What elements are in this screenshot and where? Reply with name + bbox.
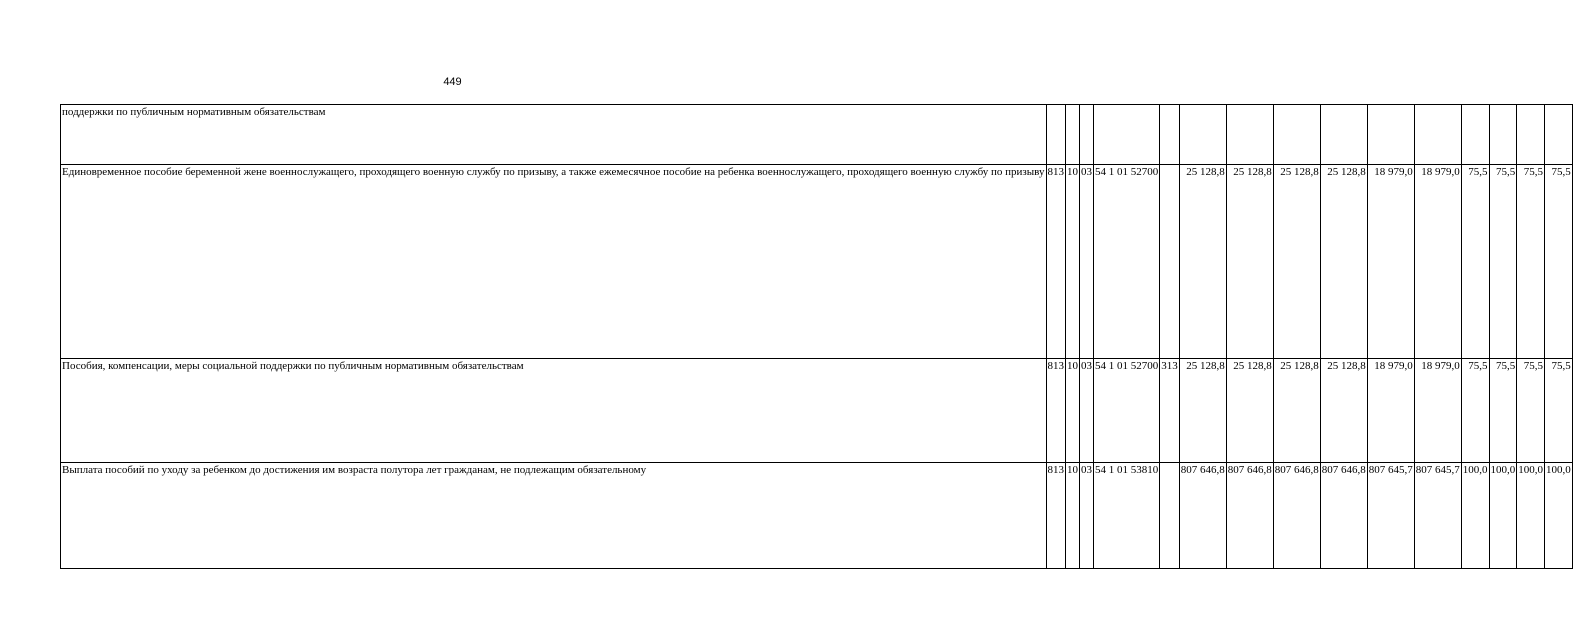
section-code: 10 bbox=[1066, 165, 1080, 359]
value-cell: 25 128,8 bbox=[1273, 165, 1320, 359]
percent-cell: 100,0 bbox=[1517, 463, 1545, 569]
value-cell: 807 645,7 bbox=[1367, 463, 1414, 569]
value-cell: 807 646,8 bbox=[1320, 463, 1367, 569]
percent-cell bbox=[1461, 105, 1489, 165]
value-cell: 18 979,0 bbox=[1367, 359, 1414, 463]
value-cell: 18 979,0 bbox=[1414, 165, 1461, 359]
value-cell bbox=[1320, 105, 1367, 165]
percent-cell: 75,5 bbox=[1517, 359, 1545, 463]
subsection-code bbox=[1080, 105, 1094, 165]
value-cell bbox=[1226, 105, 1273, 165]
value-cell: 25 128,8 bbox=[1226, 165, 1273, 359]
percent-cell: 75,5 bbox=[1461, 165, 1489, 359]
row-name: Единовременное пособие беременной жене военнослужащего, проходящего военную службу по призыву, а также ежемесячное пособие на ребенка военнослужащего, проходящего военную службу по призыву bbox=[61, 165, 1047, 359]
section-code: 10 bbox=[1066, 463, 1080, 569]
value-cell: 25 128,8 bbox=[1179, 359, 1226, 463]
value-cell bbox=[1273, 105, 1320, 165]
expense-type-code bbox=[1160, 165, 1180, 359]
value-cell: 18 979,0 bbox=[1414, 359, 1461, 463]
value-cell: 25 128,8 bbox=[1320, 359, 1367, 463]
value-cell: 25 128,8 bbox=[1273, 359, 1320, 463]
percent-cell: 75,5 bbox=[1517, 165, 1545, 359]
subsection-code: 03 bbox=[1080, 463, 1094, 569]
value-cell bbox=[1179, 105, 1226, 165]
grbs-code bbox=[1046, 105, 1066, 165]
table-row bbox=[61, 105, 1573, 165]
grbs-code: 813 bbox=[1046, 463, 1066, 569]
grbs-code: 813 bbox=[1046, 359, 1066, 463]
value-cell: 25 128,8 bbox=[1320, 165, 1367, 359]
row-name: поддержки по публичным нормативным обязательствам bbox=[61, 105, 1047, 165]
value-cell: 807 646,8 bbox=[1226, 463, 1273, 569]
percent-cell: 75,5 bbox=[1489, 165, 1517, 359]
subsection-code: 03 bbox=[1080, 165, 1094, 359]
value-cell: 807 646,8 bbox=[1179, 463, 1226, 569]
expense-type-code bbox=[1160, 463, 1180, 569]
percent-cell bbox=[1489, 105, 1517, 165]
grbs-code: 813 bbox=[1046, 165, 1066, 359]
percent-cell: 75,5 bbox=[1545, 165, 1573, 359]
percent-cell: 100,0 bbox=[1461, 463, 1489, 569]
target-article-code: 54 1 01 52700 bbox=[1094, 359, 1160, 463]
percent-cell bbox=[1545, 105, 1573, 165]
percent-cell bbox=[1517, 105, 1545, 165]
row-name: Выплата пособий по уходу за ребенком до достижения им возраста полутора лет гражданам, не подлежащим обязательному bbox=[61, 463, 1047, 569]
target-article-code: 54 1 01 53810 bbox=[1094, 463, 1160, 569]
value-cell bbox=[1414, 105, 1461, 165]
value-cell: 807 645,7 bbox=[1414, 463, 1461, 569]
table-row bbox=[61, 165, 1573, 359]
table-row bbox=[61, 359, 1573, 463]
page-number: 449 bbox=[443, 76, 462, 88]
percent-cell: 100,0 bbox=[1489, 463, 1517, 569]
value-cell: 25 128,8 bbox=[1226, 359, 1273, 463]
section-code bbox=[1066, 105, 1080, 165]
target-article-code bbox=[1094, 105, 1160, 165]
percent-cell: 75,5 bbox=[1545, 359, 1573, 463]
section-code: 10 bbox=[1066, 359, 1080, 463]
subsection-code: 03 bbox=[1080, 359, 1094, 463]
value-cell bbox=[1367, 105, 1414, 165]
percent-cell: 75,5 bbox=[1461, 359, 1489, 463]
row-name: Пособия, компенсации, меры социальной поддержки по публичным нормативным обязательствам bbox=[61, 359, 1047, 463]
target-article-code: 54 1 01 52700 bbox=[1094, 165, 1160, 359]
percent-cell: 100,0 bbox=[1545, 463, 1573, 569]
table-row bbox=[61, 463, 1573, 569]
value-cell: 807 646,8 bbox=[1273, 463, 1320, 569]
value-cell: 18 979,0 bbox=[1367, 165, 1414, 359]
budget-table bbox=[60, 104, 1573, 569]
percent-cell: 75,5 bbox=[1489, 359, 1517, 463]
expense-type-code: 313 bbox=[1160, 359, 1180, 463]
value-cell: 25 128,8 bbox=[1179, 165, 1226, 359]
expense-type-code bbox=[1160, 105, 1180, 165]
